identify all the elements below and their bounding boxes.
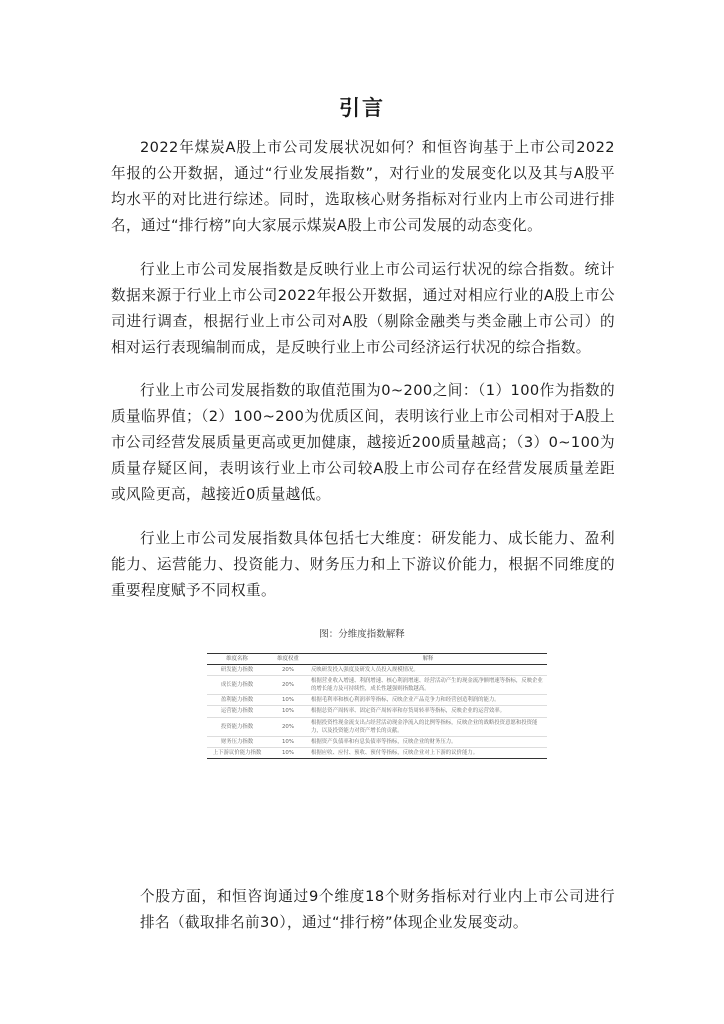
dimension-name: 研发能力指数 xyxy=(207,665,267,676)
column-header: 维度权重 xyxy=(267,654,309,665)
table-row xyxy=(207,665,547,676)
dimension-name: 盈利能力指数 xyxy=(207,695,267,706)
dimension-explanation: 根据总资产周转率、固定资产周转率和存货周转率等指标，反映企业的运营效率。 xyxy=(309,706,547,717)
table-row xyxy=(207,747,547,758)
figure-caption: 图：分维度指数解释 xyxy=(319,629,405,640)
intro-paragraph-1: 2022年煤炭A股上市公司发展状况如何？和恒咨询基于上市公司2022年报的公开数据，通过“行业发展指数”，对行业的发展变化以及其与A股平均水平的对比进行综述。同时，选取核心财务指标对行业内上市公司进行排名，通过“排行榜”向大家展示煤炭A股上市公司发展的动态变化。 xyxy=(111,139,615,234)
dimension-explanation: 反映研发投入强度及研发人员投入规模情况。 xyxy=(309,665,547,676)
intro-paragraph-3: 行业上市公司发展指数的取值范围为0~200之间：（1）100作为指数的质量临界值；（2）100~200为优质区间，表明该行业上市公司相对于A股上市公司经营发展质量更高或更加健康，越接近200质量越高；（3）0~100为质量存疑区间，表明该行业上市公司较A股上市公司存在经营发展质量差距或风险更高，越接近0质量越低。 xyxy=(111,382,615,503)
dimension-weight: 10% xyxy=(267,706,309,717)
dimension-index-table xyxy=(207,653,547,759)
column-header: 解释 xyxy=(309,654,547,665)
dimension-weight: 10% xyxy=(267,695,309,706)
table-row xyxy=(207,706,547,717)
table-row xyxy=(207,717,547,736)
table-row xyxy=(207,736,547,747)
column-header: 维度名称 xyxy=(207,654,267,665)
dimension-name: 财务压力指数 xyxy=(207,736,267,747)
table-row xyxy=(207,676,547,695)
table-header-row xyxy=(207,654,547,665)
dimension-name: 上下游议价能力指数 xyxy=(207,747,267,758)
closing-paragraph: 个股方面，和恒咨询通过9个维度18个财务指标对行业内上市公司进行排名（截取排名前30），通过“排行榜”体现企业发展变动。 xyxy=(140,888,615,931)
dimension-weight: 10% xyxy=(267,736,309,747)
intro-paragraph-4: 行业上市公司发展指数具体包括七大维度：研发能力、成长能力、盈利能力、运营能力、投资能力、财务压力和上下游议价能力，根据不同维度的重要程度赋予不同权重。 xyxy=(111,530,615,599)
dimension-explanation: 根据营业收入增速、利润增速、核心利润增速、经营活动产生的现金流净额增速等指标，反映企业的增长能力及可持续性，成长性越强则指数越高。 xyxy=(309,676,547,695)
dimension-weight: 10% xyxy=(267,747,309,758)
dimension-explanation: 根据毛利率和核心利润率等指标，反映企业产品竞争力和经营创造利润的能力。 xyxy=(309,695,547,706)
dimension-explanation: 根据投资性现金流支出占经营活动现金净流入的比例等指标，反映企业的战略投资意愿和投资能力，以及投资能力对资产增长的贡献。 xyxy=(309,717,547,736)
dimension-name: 投资能力指数 xyxy=(207,717,267,736)
dimension-explanation: 根据资产负债率和有息负债率等指标，反映企业的财务压力。 xyxy=(309,736,547,747)
dimension-weight: 20% xyxy=(267,717,309,736)
dimension-explanation: 根据应收、应付、预收、预付等指标，反映企业对上下游的议价能力。 xyxy=(309,747,547,758)
intro-paragraph-2: 行业上市公司发展指数是反映行业上市公司运行状况的综合指数。统计数据来源于行业上市公司2022年报公开数据，通过对相应行业的A股上市公司进行调查，根据行业上市公司对A股（剔除金融类与类金融上市公司）的相对运行表现编制而成，是反映行业上市公司经济运行状况的综合指数。 xyxy=(111,261,615,356)
dimension-name: 运营能力指数 xyxy=(207,706,267,717)
page-title: 引言 xyxy=(339,96,385,120)
dimension-name: 成长能力指数 xyxy=(207,676,267,695)
dimension-weight: 20% xyxy=(267,665,309,676)
dimension-weight: 20% xyxy=(267,676,309,695)
table-row xyxy=(207,695,547,706)
